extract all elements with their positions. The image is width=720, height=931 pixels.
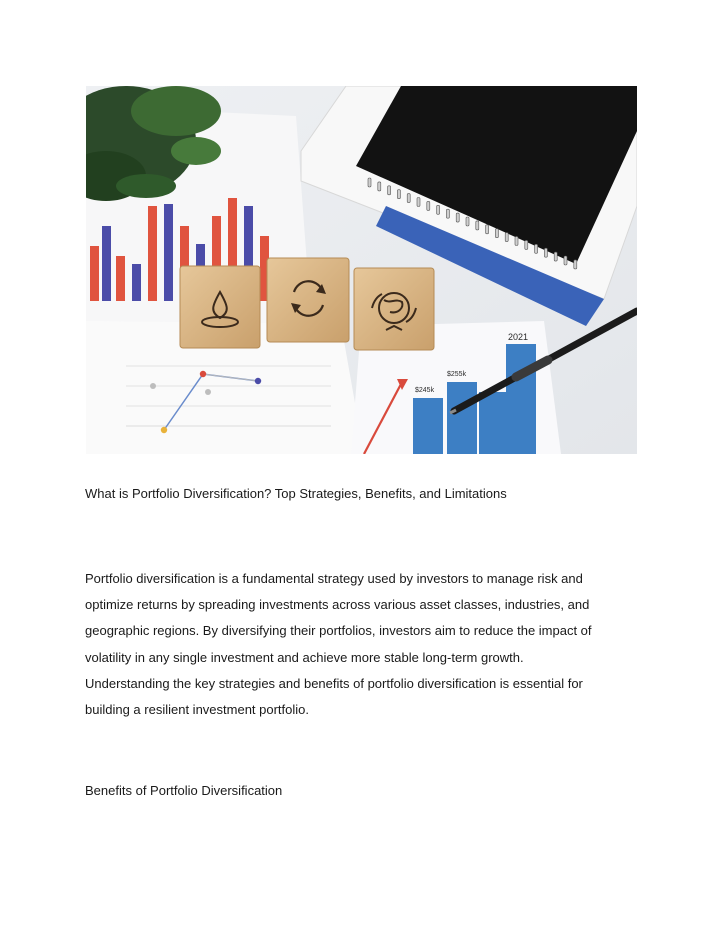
intro-line: geographic regions. By diversifying their portfolios, investors aim to reduce the impact of [85,623,592,639]
spiral-ring [397,190,400,199]
decorative-bar [413,398,443,454]
spiral-ring [544,248,547,257]
spiral-ring [574,260,577,269]
wood-block-refresh [267,258,349,342]
spiral-ring [515,237,518,246]
spiral-ring [535,244,538,253]
intro-line: volatility in any single investment and achieve more stable long-term growth. [85,649,524,665]
spiral-ring [554,252,557,261]
spiral-ring [378,182,381,191]
spiral-ring [388,186,391,195]
wood-block-droplet [180,266,260,348]
spiral-ring [417,198,420,207]
decorative-bar [148,206,157,301]
spiral-ring [437,205,440,214]
decorative-bar [164,204,173,301]
spiral-ring [368,178,371,187]
chart-label-2021: 2021 [508,332,529,342]
section-heading-benefits: Benefits of Portfolio Diversification [85,783,283,798]
spiral-ring [495,229,498,238]
spiral-ring [505,233,508,242]
decorative-bar [116,256,125,301]
decorative-bar [132,264,141,301]
intro-line: Portfolio diversification is a fundamental strategy used by investors to manage risk and [85,571,583,586]
decorative-bar [479,392,509,454]
chart-label-245k: $245k [415,387,435,394]
decorative-bar [506,344,536,454]
intro-line: Understanding the key strategies and benefits of portfolio diversification is essential for [85,675,583,691]
wooden-blocks [180,258,434,350]
decorative-bar [90,246,99,301]
spiral-ring [446,209,449,218]
article-title: What is Portfolio Diversification? Top Strategies, Benefits, and Limitations [85,486,507,501]
spiral-ring [456,213,459,222]
spiral-ring [407,194,410,203]
decorative-bar [447,382,477,454]
spiral-ring [476,221,479,230]
intro-line: building a resilient investment portfolio. [85,702,310,718]
intro-paragraph [85,566,645,723]
spiral-ring [427,201,430,210]
intro-line: optimize returns by spreading investments across various asset classes, industries, and [85,597,590,613]
spiral-ring [564,256,567,265]
chart-label-255k: $255k [447,371,467,378]
spiral-ring [466,217,469,226]
decorative-bar [102,226,111,301]
wood-block-globe [354,268,434,350]
hero-image [86,86,637,454]
spiral-ring [486,225,489,234]
spiral-ring [525,240,528,249]
